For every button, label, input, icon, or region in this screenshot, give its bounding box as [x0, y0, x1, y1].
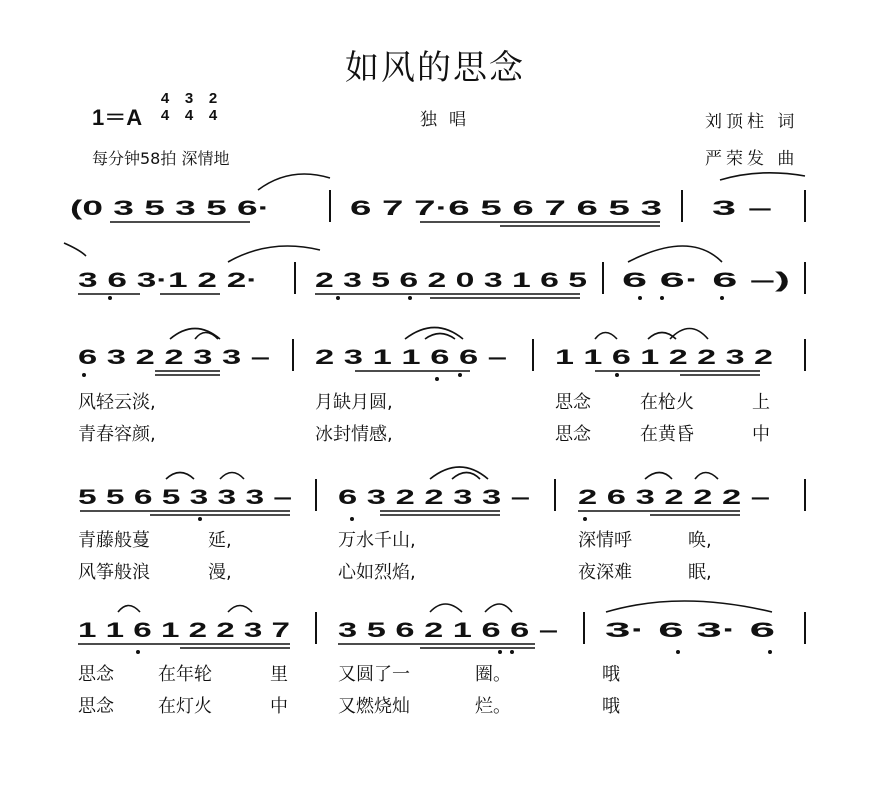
lyric-v2-l3-e: 烂。 — [475, 696, 511, 717]
lyric-v2-l3-b: 在灯火 — [158, 696, 212, 717]
score-row-4-part-3: 2 6 3 2 2 2 – — [578, 486, 771, 509]
lyric-v1-l1-b: 月缺月圆, — [315, 392, 393, 413]
lyric-v1-l1-a: 风轻云淡, — [78, 392, 156, 413]
score-row-5-part-3: 3· 6 3· 6 — [605, 619, 775, 642]
score-row-3-part-3: 1 1 6 1 2 2 3 2 — [555, 346, 773, 369]
performance-mode: 独唱 — [420, 110, 478, 130]
lyric-v2-l3-f: 哦 — [602, 696, 620, 717]
lyrics — [78, 392, 770, 717]
score-row-2-part-2: 2 3 5 6 2 0 3 1 6 5 — [315, 269, 588, 292]
lyric-v2-l1-c: 思念 — [555, 424, 591, 445]
score-row-2-part-1: 3 6 3·1 2 2· — [78, 269, 258, 292]
lyric-v1-l2-c: 万水千山, — [338, 530, 416, 551]
lyric-v1-l3-f: 哦 — [602, 664, 620, 685]
lyric-v2-l3-d: 又燃烧灿 — [338, 696, 410, 717]
meter-4-4: 4 4 — [160, 90, 170, 124]
score-row-5-part-2: 3 5 6 2 1 6 6 – — [338, 619, 559, 642]
lyric-v2-l3-c: 中 — [270, 696, 288, 717]
lyric-v1-l3-c: 里 — [270, 664, 288, 685]
lyric-v2-l2-d: 夜深难 — [578, 562, 632, 583]
score-row-1-part-3: 3 – — [712, 197, 773, 220]
lyric-v1-l3-b: 在年轮 — [158, 664, 212, 685]
score-row-4-part-1: 5 5 6 5 3 3 3 – — [78, 486, 293, 509]
lyric-v1-l2-b: 延, — [208, 530, 232, 551]
composer-credit: 严荣发 曲 — [705, 149, 799, 169]
lyric-v2-l2-e: 眠, — [688, 562, 712, 583]
lyric-v1-l3-a: 思念 — [78, 664, 114, 685]
song-title: 如风的思念 — [345, 48, 525, 88]
score-row-5-part-1: 1 1 6 1 2 2 3 7 — [78, 619, 290, 642]
lyric-v2-l2-b: 漫, — [208, 562, 232, 583]
meter-3-4: 3 4 — [184, 90, 194, 124]
lyric-v2-l3-a: 思念 — [78, 696, 114, 717]
key-signature: 1＝A — [92, 105, 143, 130]
score-row-2-part-3: 6 6· 6 –) — [622, 269, 790, 292]
score-row-3-part-1: 6 3 2 2 3 3 – — [78, 346, 271, 369]
lyric-v2-l1-a: 青春容颜, — [78, 424, 156, 445]
lyric-v1-l1-c: 思念 — [555, 392, 591, 413]
lyric-v1-l2-e: 唤, — [688, 530, 712, 551]
lyric-v1-l1-d: 在枪火 — [640, 392, 694, 413]
score-row-1-part-1: (0 3 5 3 5 6· — [70, 197, 270, 220]
lyric-v2-l2-a: 风筝般浪 — [78, 562, 150, 583]
lyric-v2-l1-e: 中 — [752, 424, 770, 445]
lyric-v2-l1-d: 在黄昏 — [640, 424, 694, 445]
score-row-1-part-2: 6 7 7·6 5 6 7 6 5 3 — [350, 197, 662, 220]
lyric-v1-l3-e: 圈。 — [475, 664, 511, 685]
lyric-v2-l2-c: 心如烈焰, — [338, 562, 416, 583]
score-row-4-part-2: 6 3 2 2 3 3 – — [338, 486, 531, 509]
lyric-v1-l1-e: 上 — [752, 392, 770, 413]
lyric-v1-l2-d: 深情呼 — [578, 530, 632, 551]
meter-2-4: 2 4 — [208, 90, 218, 124]
tempo-marking: 每分钟58拍 深情地 — [92, 149, 230, 168]
lyric-v2-l1-b: 冰封情感, — [315, 424, 393, 445]
score-row-3-part-2: 2 3 1 1 6 6 – — [315, 346, 508, 369]
lyricist-credit: 刘顶柱 词 — [705, 112, 799, 132]
lyric-v1-l2-a: 青藤般蔓 — [78, 530, 150, 551]
lyric-v1-l3-d: 又圆了一 — [338, 664, 410, 685]
